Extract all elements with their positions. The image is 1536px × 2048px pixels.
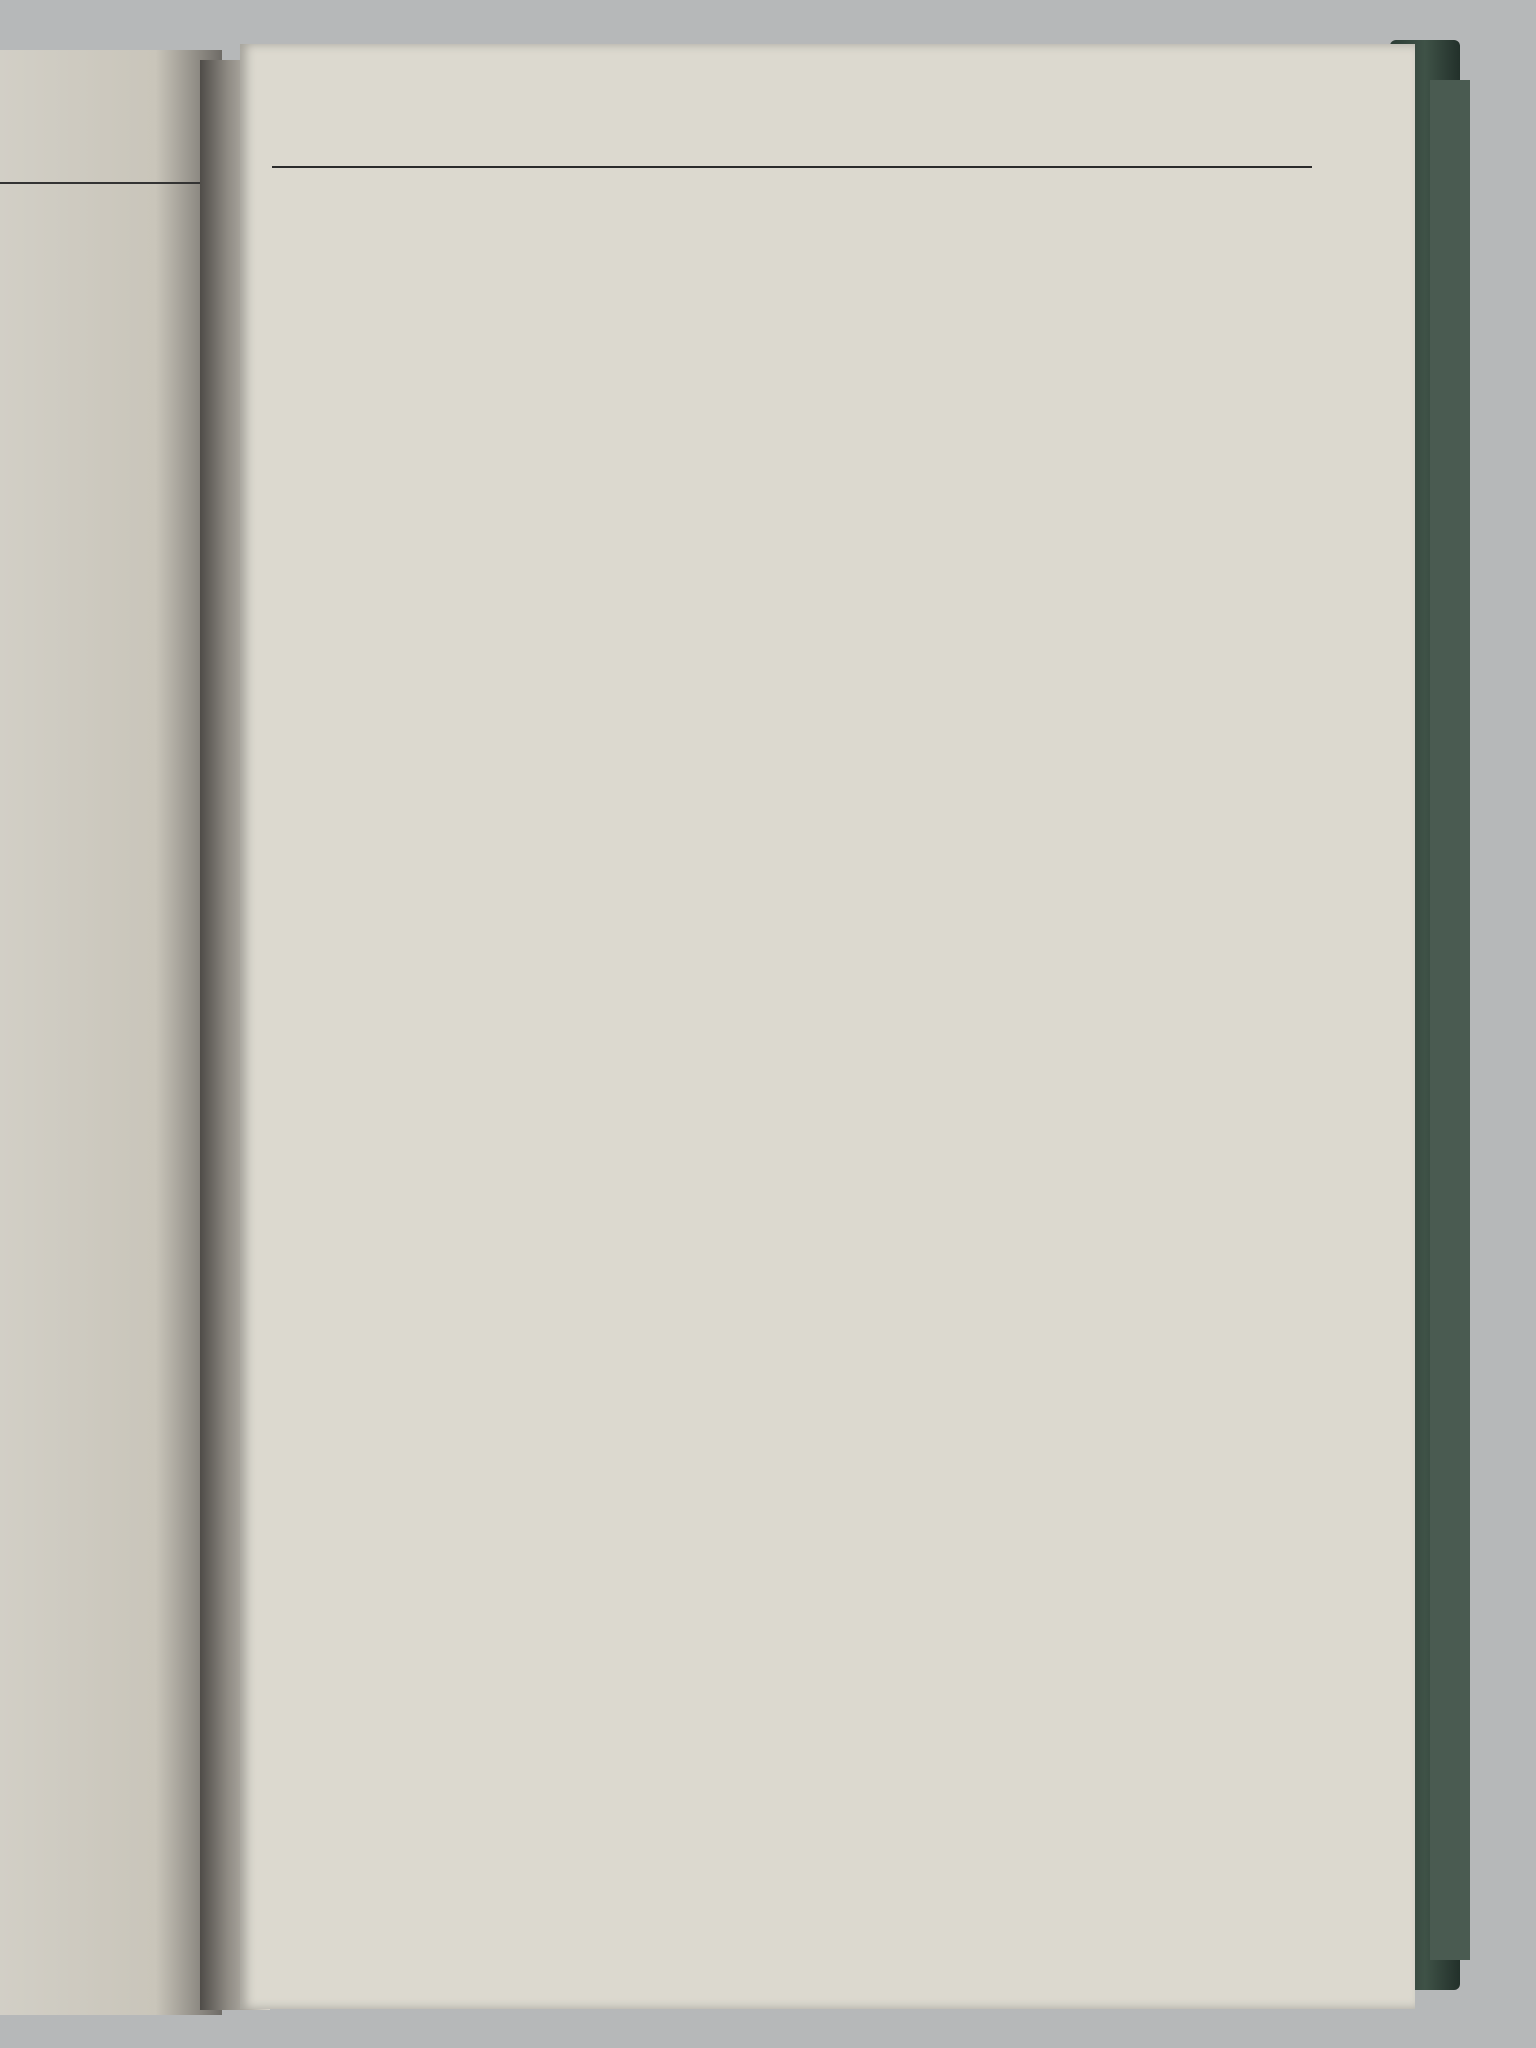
left-header-rule — [0, 182, 200, 184]
left-page-column — [0, 190, 190, 1860]
page-block-edge — [1430, 80, 1470, 1960]
header-rule — [272, 166, 1312, 168]
left-page — [0, 50, 222, 2015]
right-page — [240, 44, 1415, 2009]
